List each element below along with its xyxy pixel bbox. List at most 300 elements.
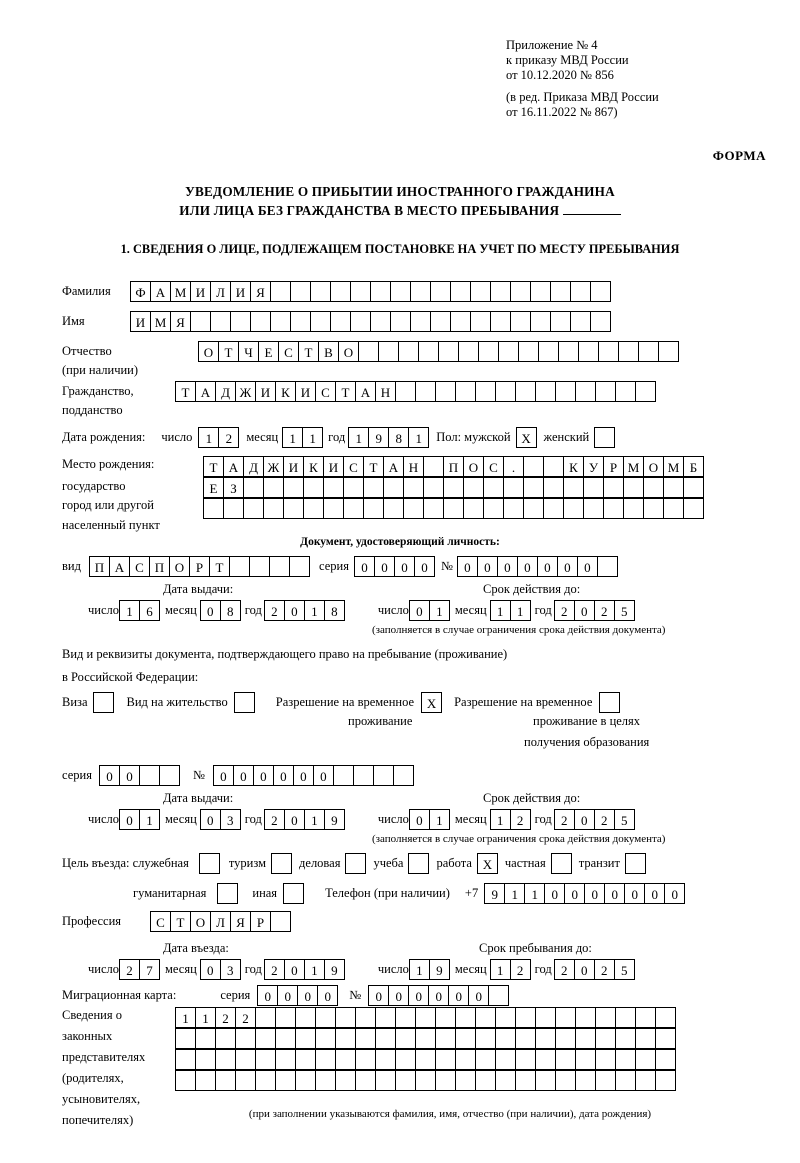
char-cell[interactable]: 2: [235, 1007, 256, 1028]
char-cell[interactable]: [538, 341, 559, 362]
char-cell[interactable]: 2: [119, 959, 140, 980]
char-cell[interactable]: 1: [510, 600, 531, 621]
permit-valid-day-input[interactable]: [409, 809, 449, 830]
char-cell[interactable]: [350, 311, 371, 332]
char-cell[interactable]: 1: [304, 809, 325, 830]
char-cell[interactable]: Р: [603, 456, 624, 477]
char-cell[interactable]: 0: [374, 556, 395, 577]
char-cell[interactable]: [563, 498, 584, 519]
char-cell[interactable]: 0: [200, 600, 221, 621]
char-cell[interactable]: 6: [139, 600, 160, 621]
char-cell[interactable]: [543, 456, 564, 477]
char-cell[interactable]: [598, 341, 619, 362]
char-cell[interactable]: [655, 1007, 676, 1028]
char-cell[interactable]: [483, 498, 504, 519]
char-cell[interactable]: [295, 1028, 316, 1049]
char-cell[interactable]: 1: [504, 883, 525, 904]
birth-month-input[interactable]: [282, 427, 322, 448]
char-cell[interactable]: [488, 985, 509, 1006]
char-cell[interactable]: [435, 1007, 456, 1028]
char-cell[interactable]: Ф: [130, 281, 151, 302]
char-cell[interactable]: [249, 556, 270, 577]
char-cell[interactable]: [415, 1070, 436, 1091]
char-cell[interactable]: [315, 1028, 336, 1049]
char-cell[interactable]: [435, 381, 456, 402]
char-cell[interactable]: У: [583, 456, 604, 477]
char-cell[interactable]: И: [283, 456, 304, 477]
purpose-business-checkbox[interactable]: [345, 853, 366, 874]
char-cell[interactable]: .: [503, 456, 524, 477]
char-cell[interactable]: [375, 1070, 396, 1091]
char-cell[interactable]: [555, 1049, 576, 1070]
birthplace-row-3[interactable]: [203, 498, 703, 519]
char-cell[interactable]: [383, 498, 404, 519]
birth-year-input[interactable]: [348, 427, 428, 448]
idoc-valid-month-input[interactable]: [490, 600, 530, 621]
char-cell[interactable]: [390, 311, 411, 332]
char-cell[interactable]: [355, 1070, 376, 1091]
char-cell[interactable]: [555, 1007, 576, 1028]
identity-doc-number-input[interactable]: [457, 556, 617, 577]
char-cell[interactable]: [458, 341, 479, 362]
char-cell[interactable]: [435, 1028, 456, 1049]
char-cell[interactable]: [358, 341, 379, 362]
reps-row-4[interactable]: [175, 1070, 675, 1091]
char-cell[interactable]: [618, 341, 639, 362]
char-cell[interactable]: [495, 381, 516, 402]
char-cell[interactable]: М: [623, 456, 644, 477]
char-cell[interactable]: [590, 311, 611, 332]
char-cell[interactable]: Я: [170, 311, 191, 332]
purpose-other-checkbox[interactable]: [283, 883, 304, 904]
purpose-transit-checkbox[interactable]: [625, 853, 646, 874]
char-cell[interactable]: [495, 1070, 516, 1091]
char-cell[interactable]: [635, 1028, 656, 1049]
char-cell[interactable]: [595, 1070, 616, 1091]
char-cell[interactable]: 0: [564, 883, 585, 904]
char-cell[interactable]: 0: [200, 809, 221, 830]
char-cell[interactable]: 0: [544, 883, 565, 904]
char-cell[interactable]: [333, 765, 354, 786]
char-cell[interactable]: 1: [429, 809, 450, 830]
char-cell[interactable]: С: [483, 456, 504, 477]
birth-day-input[interactable]: [198, 427, 238, 448]
char-cell[interactable]: 0: [414, 556, 435, 577]
char-cell[interactable]: [139, 765, 160, 786]
char-cell[interactable]: О: [169, 556, 190, 577]
char-cell[interactable]: [683, 477, 704, 498]
char-cell[interactable]: [415, 1049, 436, 1070]
char-cell[interactable]: [255, 1070, 276, 1091]
char-cell[interactable]: 2: [554, 600, 575, 621]
char-cell[interactable]: [215, 1070, 236, 1091]
char-cell[interactable]: С: [129, 556, 150, 577]
char-cell[interactable]: [495, 1049, 516, 1070]
char-cell[interactable]: 2: [264, 809, 285, 830]
char-cell[interactable]: [355, 1049, 376, 1070]
char-cell[interactable]: [250, 311, 271, 332]
char-cell[interactable]: Д: [243, 456, 264, 477]
char-cell[interactable]: [510, 281, 531, 302]
char-cell[interactable]: [535, 1070, 556, 1091]
char-cell[interactable]: 8: [324, 600, 345, 621]
idoc-issue-day-input[interactable]: [119, 600, 159, 621]
char-cell[interactable]: [595, 1028, 616, 1049]
char-cell[interactable]: [410, 281, 431, 302]
char-cell[interactable]: [159, 765, 180, 786]
char-cell[interactable]: [475, 381, 496, 402]
char-cell[interactable]: [455, 1007, 476, 1028]
char-cell[interactable]: 0: [284, 959, 305, 980]
reps-row-1[interactable]: [175, 1007, 675, 1028]
char-cell[interactable]: [523, 477, 544, 498]
char-cell[interactable]: И: [323, 456, 344, 477]
char-cell[interactable]: [590, 281, 611, 302]
char-cell[interactable]: Ч: [238, 341, 259, 362]
char-cell[interactable]: 0: [253, 765, 274, 786]
char-cell[interactable]: [235, 1049, 256, 1070]
char-cell[interactable]: [550, 281, 571, 302]
permit-valid-month-input[interactable]: [490, 809, 530, 830]
char-cell[interactable]: 0: [273, 765, 294, 786]
char-cell[interactable]: [378, 341, 399, 362]
char-cell[interactable]: [295, 1070, 316, 1091]
char-cell[interactable]: [615, 1007, 636, 1028]
identity-doc-kind-input[interactable]: [89, 556, 309, 577]
char-cell[interactable]: 2: [554, 959, 575, 980]
char-cell[interactable]: [550, 311, 571, 332]
char-cell[interactable]: [463, 498, 484, 519]
char-cell[interactable]: 1: [490, 959, 511, 980]
entry-day-input[interactable]: [119, 959, 159, 980]
char-cell[interactable]: 0: [409, 600, 430, 621]
permit-series-input[interactable]: [99, 765, 179, 786]
char-cell[interactable]: 0: [257, 985, 278, 1006]
char-cell[interactable]: [395, 1070, 416, 1091]
char-cell[interactable]: 5: [614, 809, 635, 830]
char-cell[interactable]: [575, 1028, 596, 1049]
char-cell[interactable]: С: [315, 381, 336, 402]
char-cell[interactable]: 0: [428, 985, 449, 1006]
char-cell[interactable]: [575, 1007, 596, 1028]
char-cell[interactable]: [663, 477, 684, 498]
char-cell[interactable]: [475, 1070, 496, 1091]
char-cell[interactable]: [175, 1049, 196, 1070]
char-cell[interactable]: А: [109, 556, 130, 577]
char-cell[interactable]: [415, 381, 436, 402]
char-cell[interactable]: [270, 911, 291, 932]
char-cell[interactable]: [643, 477, 664, 498]
char-cell[interactable]: 0: [354, 556, 375, 577]
char-cell[interactable]: 9: [429, 959, 450, 980]
char-cell[interactable]: 1: [348, 427, 369, 448]
char-cell[interactable]: Т: [209, 556, 230, 577]
char-cell[interactable]: [290, 281, 311, 302]
char-cell[interactable]: И: [230, 281, 251, 302]
char-cell[interactable]: [395, 1049, 416, 1070]
char-cell[interactable]: Т: [298, 341, 319, 362]
char-cell[interactable]: [455, 1070, 476, 1091]
char-cell[interactable]: 0: [293, 765, 314, 786]
char-cell[interactable]: [643, 498, 664, 519]
char-cell[interactable]: [490, 281, 511, 302]
char-cell[interactable]: [635, 1007, 656, 1028]
char-cell[interactable]: И: [295, 381, 316, 402]
char-cell[interactable]: [375, 1007, 396, 1028]
char-cell[interactable]: [523, 456, 544, 477]
char-cell[interactable]: [263, 477, 284, 498]
char-cell[interactable]: [583, 477, 604, 498]
char-cell[interactable]: [535, 1028, 556, 1049]
char-cell[interactable]: О: [198, 341, 219, 362]
char-cell[interactable]: 1: [409, 959, 430, 980]
surname-input[interactable]: [130, 281, 610, 302]
char-cell[interactable]: [655, 1028, 676, 1049]
char-cell[interactable]: Л: [210, 911, 231, 932]
char-cell[interactable]: [658, 341, 679, 362]
char-cell[interactable]: [270, 281, 291, 302]
char-cell[interactable]: Т: [335, 381, 356, 402]
char-cell[interactable]: [655, 1049, 676, 1070]
char-cell[interactable]: М: [150, 311, 171, 332]
idoc-valid-day-input[interactable]: [409, 600, 449, 621]
char-cell[interactable]: [330, 281, 351, 302]
char-cell[interactable]: [475, 1028, 496, 1049]
char-cell[interactable]: 7: [139, 959, 160, 980]
char-cell[interactable]: [635, 381, 656, 402]
char-cell[interactable]: Т: [363, 456, 384, 477]
char-cell[interactable]: [430, 311, 451, 332]
temp-residence-checkbox[interactable]: Х: [421, 692, 442, 713]
char-cell[interactable]: [555, 1028, 576, 1049]
char-cell[interactable]: И: [255, 381, 276, 402]
char-cell[interactable]: 0: [537, 556, 558, 577]
char-cell[interactable]: [323, 477, 344, 498]
char-cell[interactable]: [503, 498, 524, 519]
char-cell[interactable]: [470, 311, 491, 332]
char-cell[interactable]: [403, 477, 424, 498]
char-cell[interactable]: [615, 1049, 636, 1070]
birthplace-row-2[interactable]: [203, 477, 703, 498]
purpose-study-checkbox[interactable]: [408, 853, 429, 874]
char-cell[interactable]: [410, 311, 431, 332]
char-cell[interactable]: [235, 1070, 256, 1091]
char-cell[interactable]: [255, 1028, 276, 1049]
char-cell[interactable]: 0: [313, 765, 334, 786]
char-cell[interactable]: А: [150, 281, 171, 302]
char-cell[interactable]: З: [223, 477, 244, 498]
patronymic-input[interactable]: [198, 341, 678, 362]
char-cell[interactable]: [350, 281, 371, 302]
char-cell[interactable]: [310, 281, 331, 302]
visa-checkbox[interactable]: [93, 692, 114, 713]
char-cell[interactable]: [295, 1007, 316, 1028]
char-cell[interactable]: [435, 1049, 456, 1070]
char-cell[interactable]: 0: [213, 765, 234, 786]
char-cell[interactable]: [290, 311, 311, 332]
char-cell[interactable]: 2: [264, 959, 285, 980]
char-cell[interactable]: Н: [403, 456, 424, 477]
char-cell[interactable]: 0: [277, 985, 298, 1006]
char-cell[interactable]: [275, 1070, 296, 1091]
char-cell[interactable]: [275, 1028, 296, 1049]
char-cell[interactable]: [315, 1049, 336, 1070]
char-cell[interactable]: 1: [524, 883, 545, 904]
sex-male-checkbox[interactable]: Х: [516, 427, 537, 448]
char-cell[interactable]: 9: [324, 959, 345, 980]
char-cell[interactable]: [335, 1028, 356, 1049]
char-cell[interactable]: Т: [170, 911, 191, 932]
char-cell[interactable]: [403, 498, 424, 519]
char-cell[interactable]: М: [663, 456, 684, 477]
char-cell[interactable]: 0: [468, 985, 489, 1006]
char-cell[interactable]: [455, 1028, 476, 1049]
char-cell[interactable]: 2: [554, 809, 575, 830]
char-cell[interactable]: [283, 498, 304, 519]
char-cell[interactable]: [289, 556, 310, 577]
permit-issue-month-input[interactable]: [200, 809, 240, 830]
char-cell[interactable]: Т: [175, 381, 196, 402]
char-cell[interactable]: Т: [203, 456, 224, 477]
char-cell[interactable]: [575, 1049, 596, 1070]
migration-number-input[interactable]: [368, 985, 508, 1006]
char-cell[interactable]: [535, 1007, 556, 1028]
char-cell[interactable]: С: [150, 911, 171, 932]
char-cell[interactable]: [438, 341, 459, 362]
char-cell[interactable]: [223, 498, 244, 519]
char-cell[interactable]: 1: [198, 427, 219, 448]
char-cell[interactable]: 9: [368, 427, 389, 448]
char-cell[interactable]: [275, 1007, 296, 1028]
char-cell[interactable]: [275, 1049, 296, 1070]
char-cell[interactable]: 0: [394, 556, 415, 577]
char-cell[interactable]: [330, 311, 351, 332]
char-cell[interactable]: А: [195, 381, 216, 402]
char-cell[interactable]: [615, 1028, 636, 1049]
char-cell[interactable]: А: [355, 381, 376, 402]
char-cell[interactable]: 1: [304, 959, 325, 980]
char-cell[interactable]: 1: [282, 427, 303, 448]
char-cell[interactable]: П: [89, 556, 110, 577]
char-cell[interactable]: 0: [200, 959, 221, 980]
char-cell[interactable]: [370, 281, 391, 302]
char-cell[interactable]: 1: [119, 600, 140, 621]
char-cell[interactable]: Л: [210, 281, 231, 302]
char-cell[interactable]: [423, 498, 444, 519]
char-cell[interactable]: [430, 281, 451, 302]
char-cell[interactable]: Е: [258, 341, 279, 362]
char-cell[interactable]: 0: [284, 809, 305, 830]
profession-input[interactable]: [150, 911, 290, 932]
char-cell[interactable]: [683, 498, 704, 519]
char-cell[interactable]: [315, 1070, 336, 1091]
char-cell[interactable]: [395, 1007, 416, 1028]
char-cell[interactable]: [215, 1028, 236, 1049]
char-cell[interactable]: 0: [584, 883, 605, 904]
char-cell[interactable]: [530, 311, 551, 332]
char-cell[interactable]: [510, 311, 531, 332]
char-cell[interactable]: 0: [457, 556, 478, 577]
char-cell[interactable]: К: [563, 456, 584, 477]
char-cell[interactable]: 5: [614, 959, 635, 980]
char-cell[interactable]: [195, 1049, 216, 1070]
char-cell[interactable]: О: [190, 911, 211, 932]
char-cell[interactable]: [418, 341, 439, 362]
idoc-issue-month-input[interactable]: [200, 600, 240, 621]
char-cell[interactable]: 3: [220, 809, 241, 830]
char-cell[interactable]: [353, 765, 374, 786]
char-cell[interactable]: [323, 498, 344, 519]
char-cell[interactable]: [295, 1049, 316, 1070]
char-cell[interactable]: [455, 381, 476, 402]
char-cell[interactable]: [478, 341, 499, 362]
char-cell[interactable]: 2: [510, 809, 531, 830]
permit-valid-year-input[interactable]: [554, 809, 634, 830]
char-cell[interactable]: [398, 341, 419, 362]
name-input[interactable]: [130, 311, 610, 332]
char-cell[interactable]: [555, 381, 576, 402]
char-cell[interactable]: [423, 477, 444, 498]
char-cell[interactable]: 0: [574, 600, 595, 621]
char-cell[interactable]: С: [278, 341, 299, 362]
char-cell[interactable]: [523, 498, 544, 519]
char-cell[interactable]: [210, 311, 231, 332]
char-cell[interactable]: [415, 1028, 436, 1049]
purpose-humanitarian-checkbox[interactable]: [217, 883, 238, 904]
char-cell[interactable]: [415, 1007, 436, 1028]
char-cell[interactable]: И: [130, 311, 151, 332]
char-cell[interactable]: П: [443, 456, 464, 477]
char-cell[interactable]: 0: [448, 985, 469, 1006]
char-cell[interactable]: [393, 765, 414, 786]
char-cell[interactable]: [575, 381, 596, 402]
char-cell[interactable]: [375, 1049, 396, 1070]
char-cell[interactable]: [475, 1007, 496, 1028]
char-cell[interactable]: 5: [614, 600, 635, 621]
char-cell[interactable]: [373, 765, 394, 786]
phone-input[interactable]: [484, 883, 684, 904]
purpose-tourism-checkbox[interactable]: [271, 853, 292, 874]
char-cell[interactable]: Я: [250, 281, 271, 302]
char-cell[interactable]: В: [318, 341, 339, 362]
char-cell[interactable]: [303, 498, 324, 519]
char-cell[interactable]: 0: [497, 556, 518, 577]
residence-permit-checkbox[interactable]: [234, 692, 255, 713]
char-cell[interactable]: [570, 311, 591, 332]
char-cell[interactable]: [215, 1049, 236, 1070]
char-cell[interactable]: [383, 477, 404, 498]
char-cell[interactable]: П: [149, 556, 170, 577]
char-cell[interactable]: Н: [375, 381, 396, 402]
char-cell[interactable]: [603, 477, 624, 498]
char-cell[interactable]: 1: [139, 809, 160, 830]
char-cell[interactable]: [335, 1007, 356, 1028]
char-cell[interactable]: [515, 1049, 536, 1070]
char-cell[interactable]: [255, 1007, 276, 1028]
char-cell[interactable]: Б: [683, 456, 704, 477]
char-cell[interactable]: [423, 456, 444, 477]
char-cell[interactable]: 0: [624, 883, 645, 904]
char-cell[interactable]: [578, 341, 599, 362]
char-cell[interactable]: [635, 1070, 656, 1091]
char-cell[interactable]: [375, 1028, 396, 1049]
char-cell[interactable]: 9: [324, 809, 345, 830]
char-cell[interactable]: [195, 1028, 216, 1049]
char-cell[interactable]: 0: [664, 883, 685, 904]
reps-row-3[interactable]: [175, 1049, 675, 1070]
char-cell[interactable]: 1: [175, 1007, 196, 1028]
char-cell[interactable]: [655, 1070, 676, 1091]
